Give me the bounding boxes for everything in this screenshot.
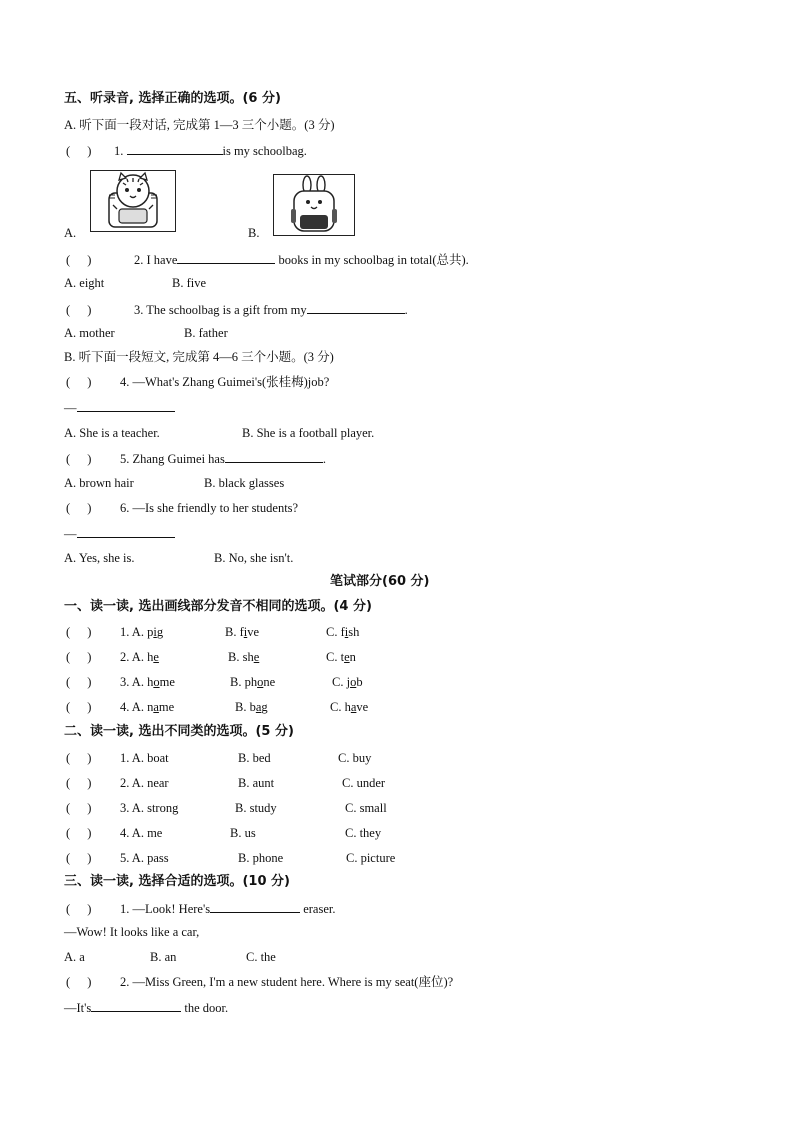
option-b[interactable]: B. an <box>150 950 177 964</box>
answer-line-4 <box>64 399 175 416</box>
option-b[interactable]: B. study <box>235 801 277 815</box>
answer-blank[interactable] <box>127 142 223 155</box>
part-b-instruction: B. 听下面一段短文, 完成第 4—6 三个小题。(3 分) <box>64 350 334 364</box>
question-text: 2. —Miss Green, I'm a new student here. Where is my seat(座位)? <box>120 975 454 989</box>
option-b[interactable]: B. She is a football player. <box>242 426 375 440</box>
option-a[interactable] <box>120 675 175 689</box>
option-a[interactable] <box>120 650 159 664</box>
answer-line-6 <box>64 525 175 542</box>
answer-paren[interactable]: ( ) <box>66 902 92 916</box>
option-text: C. f <box>326 625 345 639</box>
question-text: 5. Zhang Guimei has <box>120 452 225 466</box>
dash: — <box>64 527 77 541</box>
dash: — <box>64 401 77 415</box>
option-a[interactable]: A. She is a teacher. <box>64 426 160 440</box>
option-a[interactable]: 4. A. me <box>120 826 163 840</box>
option-a[interactable]: A. mother <box>64 326 115 340</box>
question-1 <box>66 142 307 159</box>
answer-paren[interactable]: ( ) <box>66 975 92 989</box>
option-a[interactable]: 2. A. near <box>120 776 169 790</box>
option-a[interactable]: A. a <box>64 950 85 964</box>
option-a-label: A. <box>64 226 77 240</box>
question-6 <box>66 500 298 516</box>
option-b[interactable]: B. father <box>184 326 228 340</box>
reply-text-end: the door. <box>184 1001 229 1015</box>
question-text: 4. —What's Zhang Guimei's(张桂梅)job? <box>120 375 330 389</box>
answer-paren[interactable]: ( ) <box>66 776 92 790</box>
answer-paren[interactable]: ( ) <box>66 253 92 267</box>
option-a[interactable]: A. Yes, she is. <box>64 551 135 565</box>
answer-paren[interactable]: ( ) <box>66 375 92 389</box>
option-a[interactable]: 1. A. boat <box>120 751 169 765</box>
tiger-schoolbag-icon <box>91 171 175 231</box>
option-c[interactable] <box>326 624 359 640</box>
option-a[interactable]: A. brown hair <box>64 476 134 490</box>
question-number: 1. <box>114 144 124 158</box>
answer-paren[interactable]: ( ) <box>66 144 92 158</box>
question-text: 1. —Look! Here's <box>120 902 211 916</box>
option-text: B. sh <box>228 650 254 664</box>
option-b[interactable] <box>230 674 275 690</box>
answer-blank[interactable] <box>91 999 181 1012</box>
section-2-row <box>66 800 178 816</box>
option-c[interactable] <box>332 674 363 690</box>
answer-paren[interactable]: ( ) <box>66 826 92 840</box>
option-text: b <box>356 675 363 689</box>
option-c[interactable]: C. picture <box>346 851 396 865</box>
option-a[interactable] <box>120 625 163 639</box>
answer-paren[interactable]: ( ) <box>66 303 92 317</box>
option-b[interactable]: B. five <box>172 276 207 290</box>
question-text-end: . <box>322 452 326 466</box>
question-text-end: eraser. <box>303 902 336 916</box>
underlined-letter: o <box>350 675 357 689</box>
question-text: is my schoolbag. <box>222 144 307 158</box>
section-2-title: 二、读一读, 选出不同类的选项。(5 分) <box>64 724 294 739</box>
question-text-end: books in my schoolbag in total(总共). <box>278 253 469 267</box>
underlined-letter: a <box>350 700 357 714</box>
section-1-row <box>66 649 159 665</box>
option-b[interactable]: B. aunt <box>238 776 275 790</box>
option-c[interactable]: C. they <box>345 826 382 840</box>
option-text: ne <box>263 675 276 689</box>
option-b[interactable]: B. black glasses <box>204 476 285 490</box>
option-text: g <box>261 700 268 714</box>
underlined-letter: e <box>153 650 159 664</box>
option-a[interactable]: 5. A. pass <box>120 851 169 865</box>
option-text: n <box>349 650 356 664</box>
option-text: 4. A. n <box>120 700 154 714</box>
answer-paren[interactable]: ( ) <box>66 675 92 689</box>
s3-reply-2 <box>64 999 228 1016</box>
answer-paren[interactable]: ( ) <box>66 501 92 515</box>
option-c[interactable]: C. under <box>342 776 386 790</box>
question-text: 3. The schoolbag is a gift from my <box>134 303 307 317</box>
option-a[interactable]: 3. A. strong <box>120 801 179 815</box>
section-2-row <box>66 750 169 766</box>
question-5 <box>66 450 326 467</box>
option-c[interactable]: C. the <box>246 950 276 964</box>
underlined-letter: e <box>253 650 260 664</box>
question-text: 6. —Is she friendly to her students? <box>120 501 299 515</box>
part-a-instruction: A. 听下面一段对话, 完成第 1—3 三个小题。(3 分) <box>64 118 335 132</box>
s3-question-2 <box>66 974 453 990</box>
section-2-row <box>66 825 162 841</box>
option-c[interactable]: C. buy <box>338 751 372 765</box>
written-section-title: 笔试部分(60 分) <box>330 574 430 589</box>
answer-paren[interactable]: ( ) <box>66 851 92 865</box>
option-b-label: B. <box>248 226 260 240</box>
s3-reply-1: —Wow! It looks like a car, <box>64 925 200 939</box>
option-text: ve <box>247 625 260 639</box>
section-2-row <box>66 850 169 866</box>
question-4 <box>66 374 329 390</box>
section-1-title: 一、读一读, 选出画线部分发音不相同的选项。(4 分) <box>64 599 372 614</box>
option-c[interactable]: C. small <box>345 801 387 815</box>
rabbit-schoolbag-picture[interactable] <box>273 174 355 236</box>
rabbit-schoolbag-icon <box>274 175 354 235</box>
section-1-row <box>66 674 175 690</box>
option-text: 2. A. h <box>120 650 154 664</box>
option-text: B. f <box>225 625 244 639</box>
answer-paren[interactable]: ( ) <box>66 452 92 466</box>
underlined-letter: a <box>153 700 159 714</box>
answer-blank[interactable] <box>307 301 405 314</box>
underlined-letter: i <box>153 625 157 639</box>
question-text: 2. I have <box>134 253 178 267</box>
option-text: 3. A. h <box>120 675 154 689</box>
option-text: g <box>156 625 164 639</box>
option-text: B. ph <box>230 675 258 689</box>
question-3 <box>66 301 408 318</box>
answer-blank[interactable] <box>77 525 175 538</box>
option-text: C. h <box>330 700 351 714</box>
option-text: ve <box>356 700 369 714</box>
section-title-listening: 五、听录音, 选择正确的选项。(6 分) <box>64 91 281 106</box>
underlined-letter: e <box>344 650 350 664</box>
answer-paren[interactable]: ( ) <box>66 751 92 765</box>
option-b[interactable] <box>235 699 268 715</box>
section-1-row <box>66 624 163 640</box>
underlined-letter: a <box>255 700 262 714</box>
option-b[interactable]: B. bed <box>238 751 271 765</box>
answer-blank[interactable] <box>210 900 300 913</box>
underlined-letter: i <box>344 625 349 639</box>
answer-blank[interactable] <box>77 399 175 412</box>
option-text: me <box>159 675 175 689</box>
answer-blank[interactable] <box>177 251 275 264</box>
option-c[interactable] <box>326 649 356 665</box>
answer-paren[interactable]: ( ) <box>66 625 92 639</box>
option-text: me <box>158 700 175 714</box>
section-3-title: 三、读一读, 选择合适的选项。(10 分) <box>64 874 290 889</box>
question-text-end: . <box>404 303 408 317</box>
answer-paren[interactable]: ( ) <box>66 801 92 815</box>
section-1-row <box>66 699 174 715</box>
question-2 <box>66 251 469 268</box>
answer-paren[interactable]: ( ) <box>66 700 92 714</box>
section-2-row <box>66 775 169 791</box>
underlined-letter: o <box>153 675 160 689</box>
underlined-letter: o <box>257 675 264 689</box>
option-b[interactable] <box>225 624 259 640</box>
s3-question-1 <box>66 900 335 917</box>
option-text: sh <box>348 625 360 639</box>
option-b[interactable]: B. No, she isn't. <box>214 551 294 565</box>
reply-text: —It's <box>64 1001 92 1015</box>
option-c[interactable] <box>330 699 368 715</box>
option-a[interactable] <box>120 700 174 714</box>
option-text: 1. A. p <box>120 625 154 639</box>
option-a[interactable]: A. eight <box>64 276 105 290</box>
option-b[interactable]: B. us <box>230 826 256 840</box>
option-text: C. t <box>326 650 345 664</box>
option-b[interactable]: B. phone <box>238 851 284 865</box>
option-text: C. j <box>332 675 351 689</box>
answer-blank[interactable] <box>225 450 323 463</box>
option-b[interactable] <box>228 649 259 665</box>
option-text: B. b <box>235 700 256 714</box>
answer-paren[interactable]: ( ) <box>66 650 92 664</box>
tiger-schoolbag-picture[interactable] <box>90 170 176 232</box>
underlined-letter: i <box>243 625 248 639</box>
